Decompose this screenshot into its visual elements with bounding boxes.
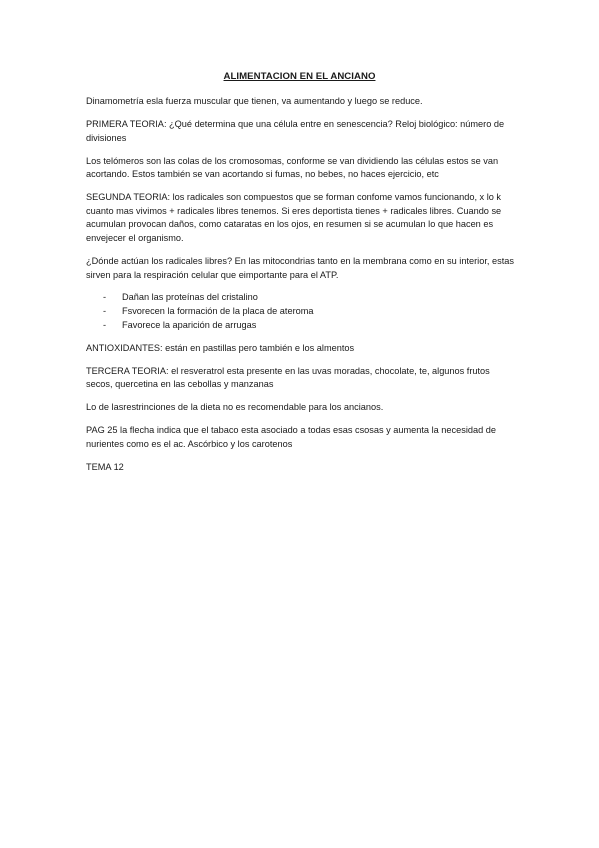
paragraph-segunda-teoria: SEGUNDA TEORIA: los radicales son compuestos que se forman confome vamos funcionando, x lo k cuanto mas vivimos + radicales libres tenemos. Si eres deportista tienes + radicales libres. Cuando se acumulan provocan daños, como cataratas en los ojos, en resumen si se acumulan lo que hacen es envejecer el organismo.	[86, 192, 502, 243]
document-title: ALIMENTACION EN EL ANCIANO	[223, 71, 376, 82]
paragraph-antioxidantes: ANTIOXIDANTES: están en pastillas pero también e los almentos	[86, 342, 355, 353]
document-body	[86, 95, 516, 484]
paragraph-restricciones: Lo de lasrestrinciones de la dieta no es recomendable para los ancianos.	[86, 402, 384, 413]
bullet-dash: -	[103, 319, 107, 330]
effects-list	[86, 291, 516, 332]
paragraph-primera-teoria: PRIMERA TEORIA: ¿Qué determina que una célula entre en senescencia? Reloj biológico: número de divisiones	[86, 118, 505, 143]
bullet-dash: -	[103, 292, 107, 303]
bullet-dash: -	[103, 306, 107, 317]
list-item	[86, 305, 516, 319]
list-item	[86, 291, 516, 305]
paragraph-dinamometria: Dinamometría esla fuerza muscular que tienen, va aumentando y luego se reduce.	[86, 96, 423, 106]
list-item-text: Favorece la aparición de arrugas	[122, 319, 257, 330]
list-item-text: Dañan las proteínas del cristalino	[122, 292, 258, 303]
paragraph-pag-25: PAG 25 la flecha indica que el tabaco esta asociado a todas esas csosas y aumenta la necesidad de nurientes como es el ac. Ascórbico y los carotenos	[86, 425, 496, 449]
paragraph-radicales-libres: ¿Dónde actúan los radicales libres? En las mitocondrias tanto en la membrana como en su interior, estas sirven para la respiración celular que eimportante para el ATP.	[86, 255, 514, 280]
paragraph-tema-12: TEMA 12	[86, 461, 124, 472]
paragraph-tercera-teoria: TERCERA TEORIA: el resveratrol esta presente en las uvas moradas, chocolate, te, algunos frutos secos, quercetina en las cebollas y manzanas	[86, 365, 490, 390]
list-item	[86, 319, 516, 333]
paragraph-telomeros: Los telómeros son las colas de los cromosomas, conforme se van dividiendo las células estos se van acortando. Estos también se van acortando si fumas, no bebes, no haces ejercicio, etc	[86, 155, 499, 180]
list-item-text: Fsvorecen la formación de la placa de ateroma	[122, 306, 314, 317]
